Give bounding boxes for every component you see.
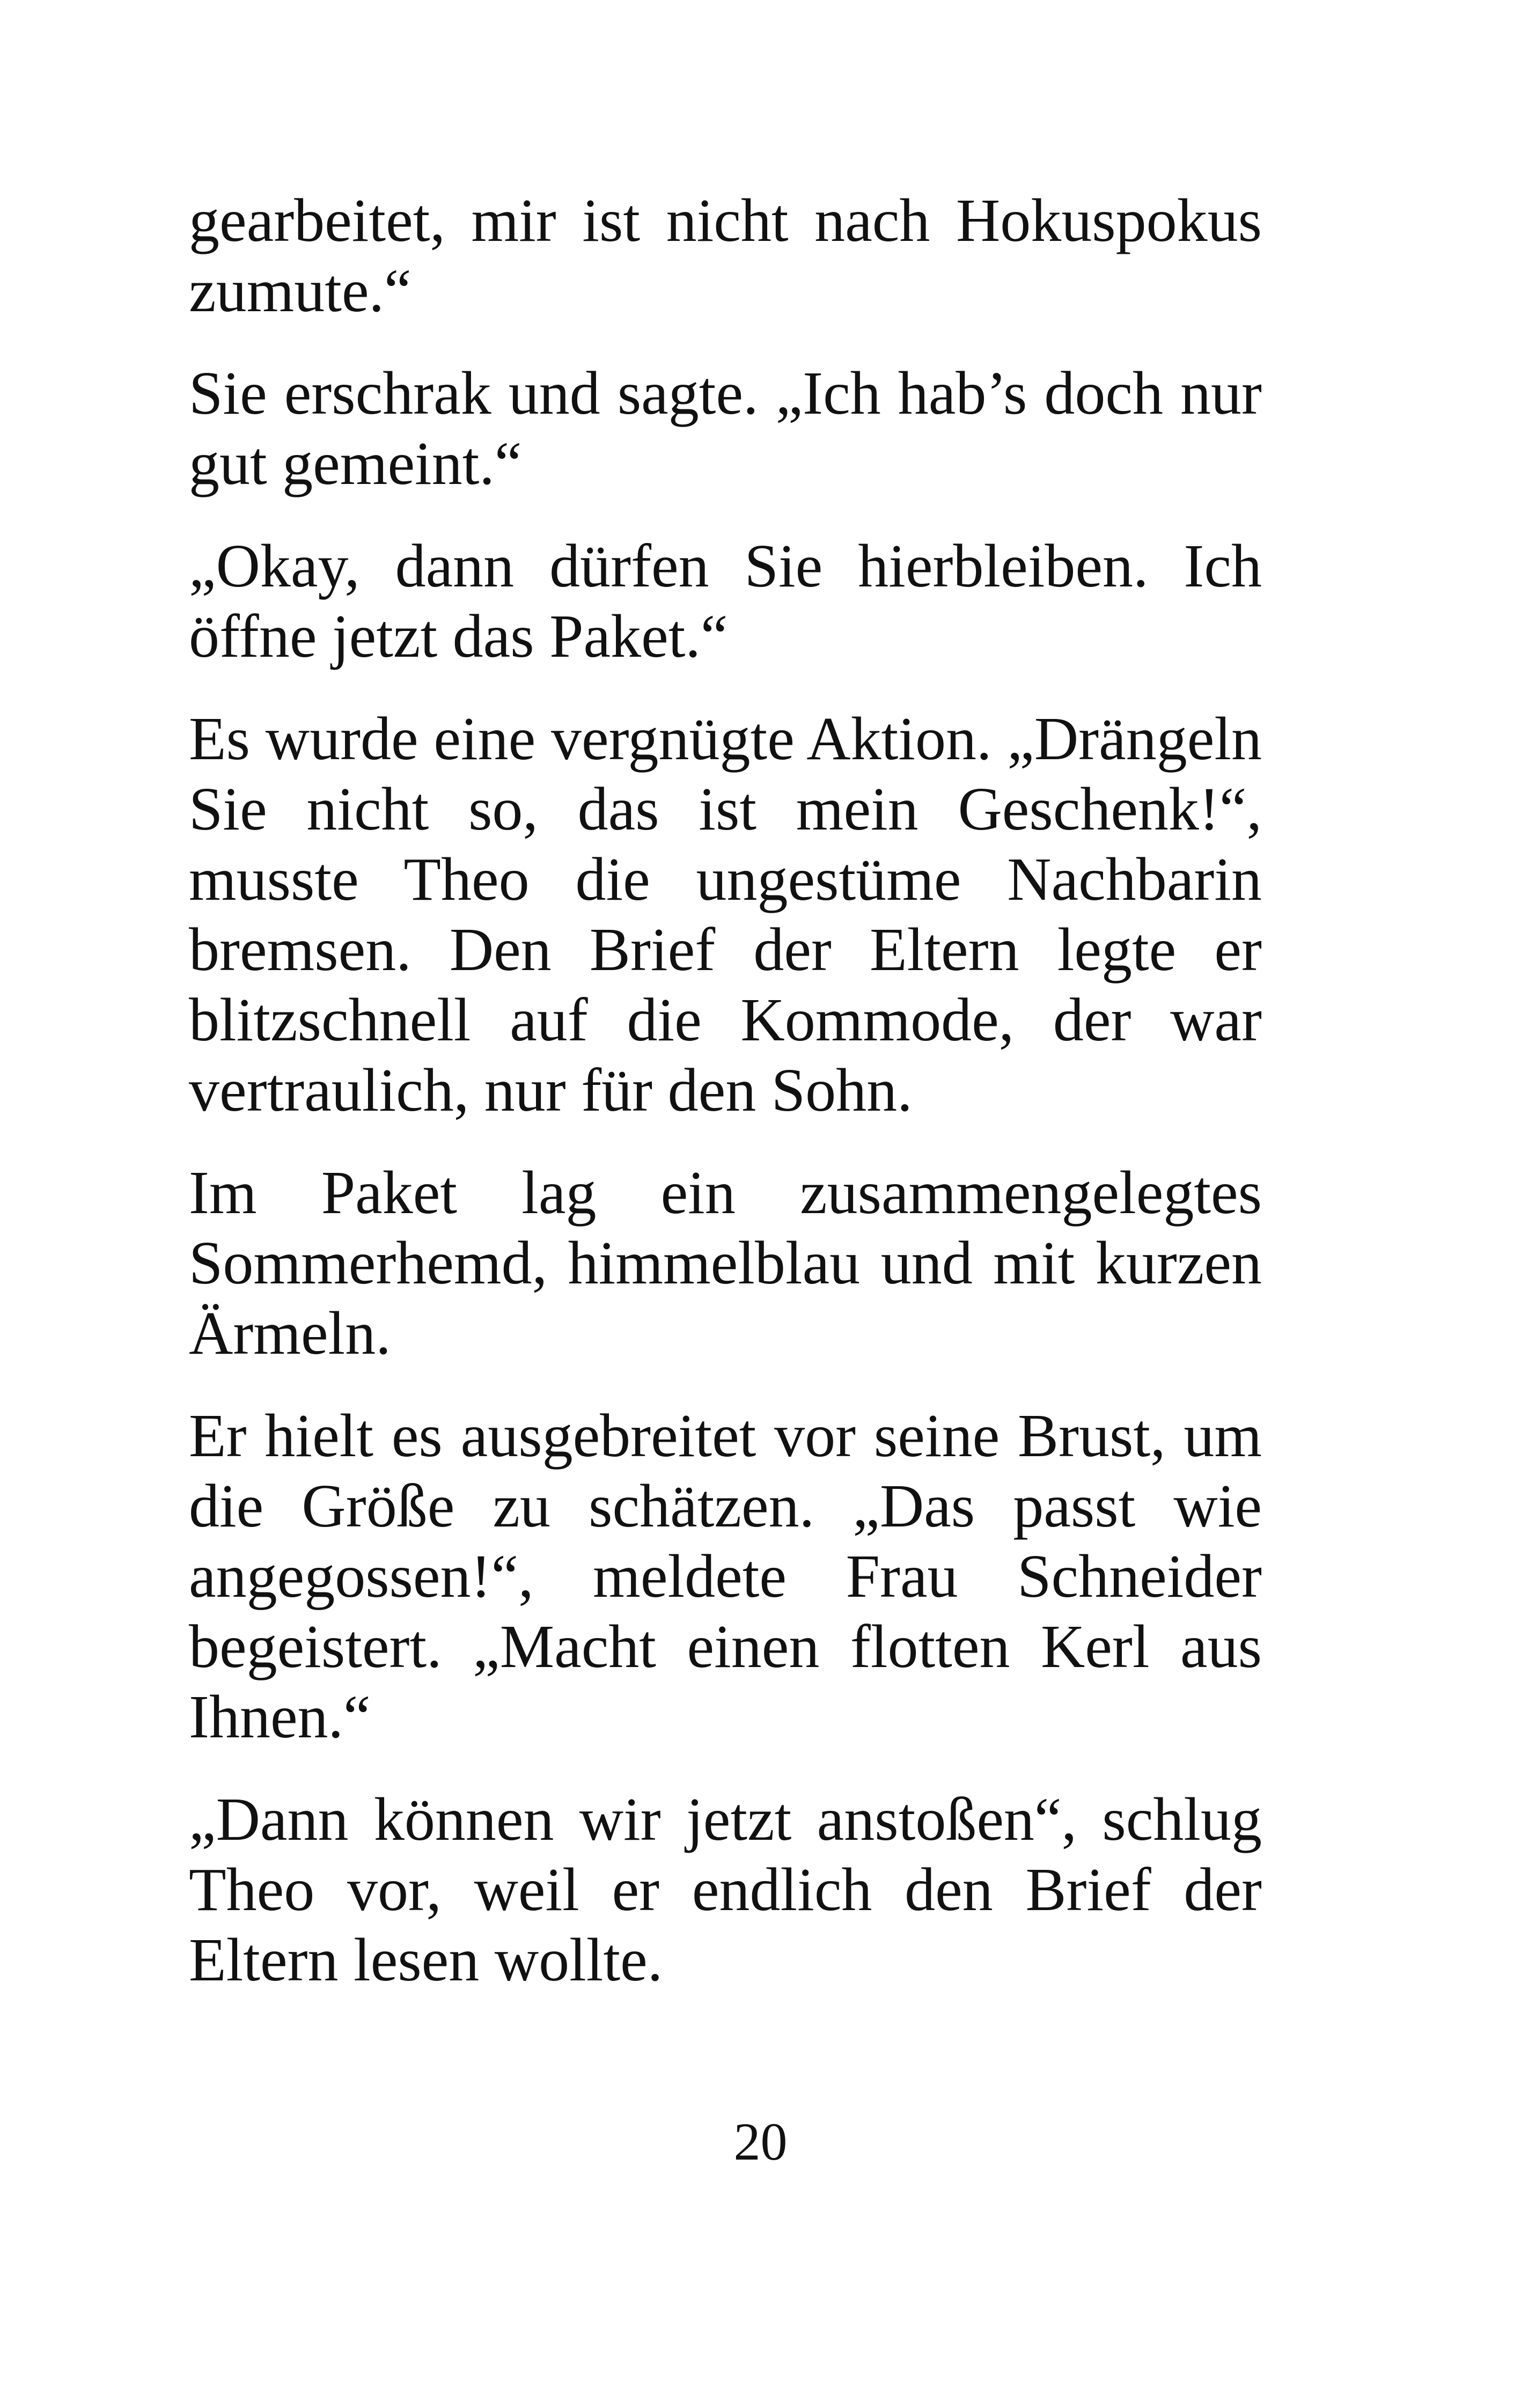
page-number: 20 [733, 2112, 788, 2171]
paragraph-1: gearbeitet, mir ist nicht nach Hokuspokus zumute.“ [189, 186, 1262, 325]
paragraph-4: Es wurde eine vergnügte Aktion. „Drängeln Sie nicht so, das ist mein Geschenk!“, musste Theo die ungestüme Nachbarin bremsen. Den Brief der Eltern legte er blitzschnell auf die Kommode, der war vertraulich, nur für den Sohn. [189, 704, 1262, 1124]
paragraph-3: „Okay, dann dürfen Sie hierbleiben. Ich öffne jetzt das Paket.“ [189, 532, 1262, 670]
body-text [189, 185, 1262, 2027]
paragraph-7: „Dann können wir jetzt anstoßen“, schlug Theo vor, weil er endlich den Brief der Eltern lesen wollte. [189, 1785, 1262, 1994]
paragraph-2: Sie erschrak und sagte. „Ich hab’s doch nur gut gemeint.“ [189, 359, 1262, 497]
paragraph-6: Er hielt es ausgebreitet vor seine Brust, um die Größe zu schätzen. „Das passt wie angegossen!“, meldete Frau Schneider begeistert. „Macht einen flotten Kerl aus Ihnen.“ [189, 1401, 1262, 1751]
paragraph-5: Im Paket lag ein zusammengelegtes Sommerhemd, himmelblau und mit kurzen Ärmeln. [189, 1158, 1262, 1367]
